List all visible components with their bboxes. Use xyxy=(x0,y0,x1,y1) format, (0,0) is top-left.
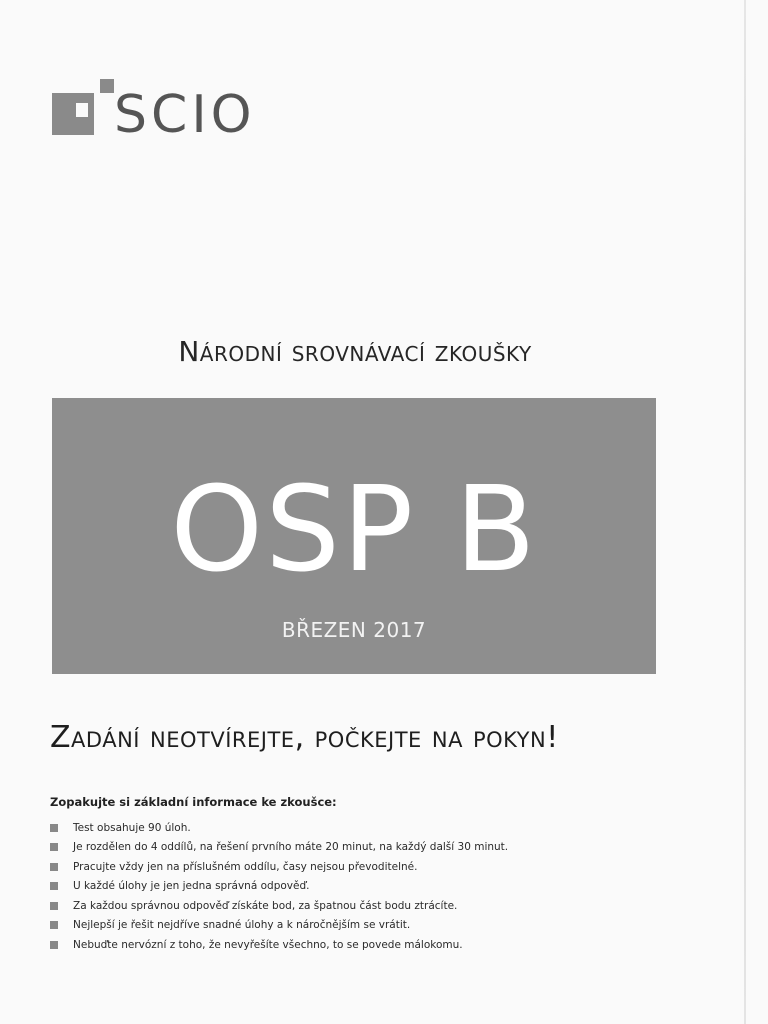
list-item-text: Nejlepší je řešit nejdříve snadné úlohy a k náročnějším se vrátit. xyxy=(73,919,411,932)
square-bullet-icon xyxy=(50,941,58,949)
list-item-text: Nebuďte nervózní z toho, že nevyřešíte všechno, to se povede málokomu. xyxy=(73,938,463,951)
list-item xyxy=(50,857,508,877)
title-banner xyxy=(52,398,656,674)
list-item-text: Za každou správnou odpověď získáte bod, za špatnou část bodu ztrácíte. xyxy=(73,899,458,912)
square-bullet-icon xyxy=(50,921,58,929)
list-item xyxy=(50,877,508,897)
list-item-text: Pracujte vždy jen na příslušném oddílu, časy nejsou převoditelné. xyxy=(73,860,418,873)
list-item xyxy=(50,896,508,916)
info-list xyxy=(50,818,508,955)
list-item xyxy=(50,818,508,838)
page-edge xyxy=(744,0,746,1024)
square-bullet-icon xyxy=(50,863,58,871)
square-bullet-icon xyxy=(50,824,58,832)
warning-heading: Zadání neotvírejte, počkejte na pokyn! xyxy=(50,720,559,755)
info-heading: Zopakujte si základní informace ke zkoušce: xyxy=(50,795,337,809)
test-title: OSP B xyxy=(170,460,538,598)
scio-logo xyxy=(52,77,312,145)
logo-small-square xyxy=(100,79,114,93)
list-item-text: Test obsahuje 90 úloh. xyxy=(73,821,191,834)
logo-wordmark: SCIO xyxy=(114,85,256,145)
test-date: BŘEZEN 2017 xyxy=(281,618,427,642)
scio-logo-icon xyxy=(52,77,116,141)
list-item-text: Je rozdělen do 4 oddílů, na řešení prvního máte 20 minut, na každý další 30 minut. xyxy=(73,841,509,854)
list-item xyxy=(50,935,508,955)
square-bullet-icon xyxy=(50,882,58,890)
list-item xyxy=(50,916,508,936)
list-item xyxy=(50,838,508,858)
exam-supertitle: Národní srovnávací zkoušky xyxy=(178,335,532,368)
logo-square-hole xyxy=(76,103,88,117)
square-bullet-icon xyxy=(50,843,58,851)
square-bullet-icon xyxy=(50,902,58,910)
list-item-text: U každé úlohy je jen jedna správná odpověď. xyxy=(73,880,310,893)
